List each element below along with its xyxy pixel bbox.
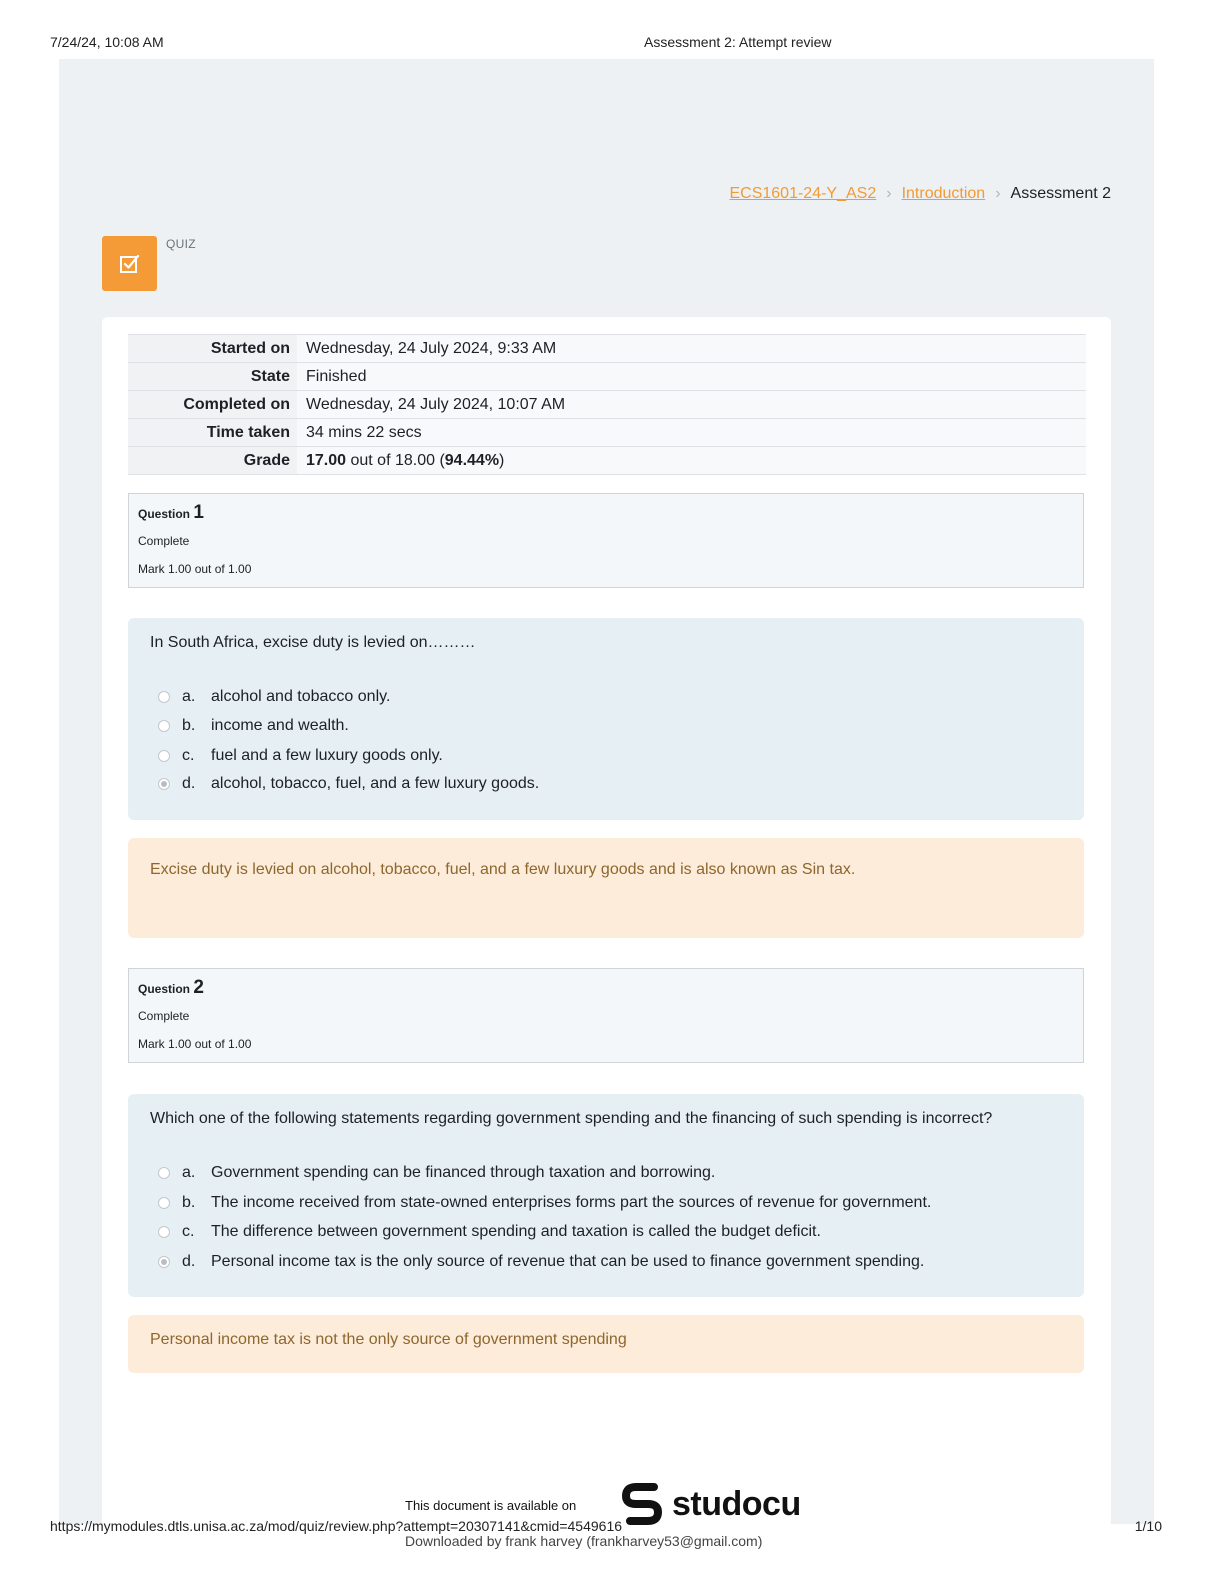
feedback-text: Personal income tax is not the only source of government spending xyxy=(150,1331,627,1348)
attempt-summary-table xyxy=(128,334,1086,475)
answer-letter: a. xyxy=(182,1164,196,1181)
studocu-wordmark: studocu xyxy=(672,1484,801,1523)
answer-option[interactable] xyxy=(158,1164,715,1182)
grade-score: 17.00 xyxy=(306,451,347,469)
summary-label: Completed on xyxy=(128,391,297,419)
question-prefix: Question xyxy=(138,507,194,521)
breadcrumb xyxy=(729,185,1111,203)
studocu-availability-text: This document is available on xyxy=(405,1498,577,1513)
answer-option[interactable] xyxy=(158,775,539,793)
answer-text: Personal income tax is the only source of revenue that can be used to finance government spending. xyxy=(211,1253,925,1270)
answer-letter: c. xyxy=(182,747,195,764)
print-header xyxy=(50,34,1162,54)
radio-button[interactable] xyxy=(158,750,170,762)
breadcrumb-section-link[interactable]: Introduction xyxy=(901,185,986,202)
studocu-logo[interactable] xyxy=(620,1481,801,1527)
question-mark: Mark 1.00 out of 1.00 xyxy=(138,562,252,576)
radio-button[interactable] xyxy=(158,1197,170,1209)
answer-text: Government spending can be financed through taxation and borrowing. xyxy=(211,1164,716,1181)
answer-option[interactable] xyxy=(158,1194,931,1212)
grade-percent: 94.44% xyxy=(444,451,500,469)
studocu-s-icon xyxy=(620,1481,666,1527)
summary-label: Started on xyxy=(128,335,297,363)
answer-text: alcohol, tobacco, fuel, and a few luxury goods. xyxy=(211,775,540,792)
answer-option[interactable] xyxy=(158,747,443,765)
page-number: 1/10 xyxy=(1134,1518,1162,1534)
radio-button[interactable] xyxy=(158,720,170,732)
activity-type-label: QUIZ xyxy=(166,237,196,251)
question-number xyxy=(138,502,204,524)
answer-option[interactable] xyxy=(158,1253,924,1271)
question-number-value: 2 xyxy=(193,977,204,998)
chevron-right-icon: › xyxy=(886,185,892,202)
radio-button-selected[interactable] xyxy=(158,1256,170,1268)
summary-row-state xyxy=(128,363,1086,391)
general-feedback xyxy=(128,1315,1084,1373)
answer-option[interactable] xyxy=(158,717,349,735)
summary-value: Finished xyxy=(297,363,1086,391)
question-info xyxy=(128,493,1084,588)
summary-row-time xyxy=(128,419,1086,447)
question-formulation xyxy=(128,1094,1084,1297)
summary-value: Wednesday, 24 July 2024, 9:33 AM xyxy=(297,335,1086,363)
attempt-review-card xyxy=(102,317,1111,1527)
question-state: Complete xyxy=(138,1009,190,1023)
answer-letter: b. xyxy=(182,717,196,734)
question-formulation xyxy=(128,618,1084,820)
radio-button[interactable] xyxy=(158,1226,170,1238)
summary-row-started xyxy=(128,335,1086,363)
summary-value xyxy=(297,447,1086,475)
question-state: Complete xyxy=(138,534,190,548)
question-mark: Mark 1.00 out of 1.00 xyxy=(138,1037,252,1051)
print-datetime: 7/24/24, 10:08 AM xyxy=(50,34,164,50)
answer-text: The difference between government spending and taxation is called the budget deficit. xyxy=(211,1223,821,1240)
answer-letter: d. xyxy=(182,775,196,792)
downloaded-by-text: Downloaded by frank harvey (frankharvey53@gmail.com) xyxy=(405,1533,763,1549)
radio-button-selected[interactable] xyxy=(158,778,170,790)
answer-letter: c. xyxy=(182,1223,195,1240)
radio-button[interactable] xyxy=(158,691,170,703)
question-prefix: Question xyxy=(138,982,194,996)
answer-letter: a. xyxy=(182,688,196,705)
answer-text: income and wealth. xyxy=(211,717,349,734)
breadcrumb-course-link[interactable]: ECS1601-24-Y_AS2 xyxy=(729,185,877,202)
print-title: Assessment 2: Attempt review xyxy=(644,34,832,50)
grade-close: ) xyxy=(499,451,505,469)
question-number-value: 1 xyxy=(193,502,204,523)
print-footer-url: https://mymodules.dtls.unisa.ac.za/mod/quiz/review.php?attempt=20307141&cmid=4549616 xyxy=(50,1518,623,1534)
question-text: In South Africa, excise duty is levied on……… xyxy=(150,634,476,651)
answer-letter: d. xyxy=(182,1253,196,1270)
answer-text: The income received from state-owned enterprises forms part the sources of revenue for government. xyxy=(211,1194,932,1211)
feedback-text: Excise duty is levied on alcohol, tobacco, fuel, and a few luxury goods and is also known as Sin tax. xyxy=(150,861,856,878)
answer-text: fuel and a few luxury goods only. xyxy=(211,747,443,764)
general-feedback xyxy=(128,838,1084,938)
summary-label: Time taken xyxy=(128,419,297,447)
summary-label: Grade xyxy=(128,447,297,475)
summary-label: State xyxy=(128,363,297,391)
answer-letter: b. xyxy=(182,1194,196,1211)
answer-option[interactable] xyxy=(158,1223,821,1241)
summary-row-grade xyxy=(128,447,1086,475)
checkbox-edit-icon xyxy=(102,236,157,291)
radio-button[interactable] xyxy=(158,1167,170,1179)
question-info xyxy=(128,968,1084,1063)
breadcrumb-current: Assessment 2 xyxy=(1010,185,1111,202)
question-number xyxy=(138,977,204,999)
summary-row-completed xyxy=(128,391,1086,419)
summary-value: Wednesday, 24 July 2024, 10:07 AM xyxy=(297,391,1086,419)
answer-text: alcohol and tobacco only. xyxy=(211,688,391,705)
summary-value: 34 mins 22 secs xyxy=(297,419,1086,447)
chevron-right-icon: › xyxy=(995,185,1001,202)
answer-option[interactable] xyxy=(158,688,390,706)
question-text: Which one of the following statements regarding government spending and the financing of such spending is incorrect? xyxy=(150,1110,993,1127)
grade-outof: out of 18.00 ( xyxy=(346,451,445,469)
